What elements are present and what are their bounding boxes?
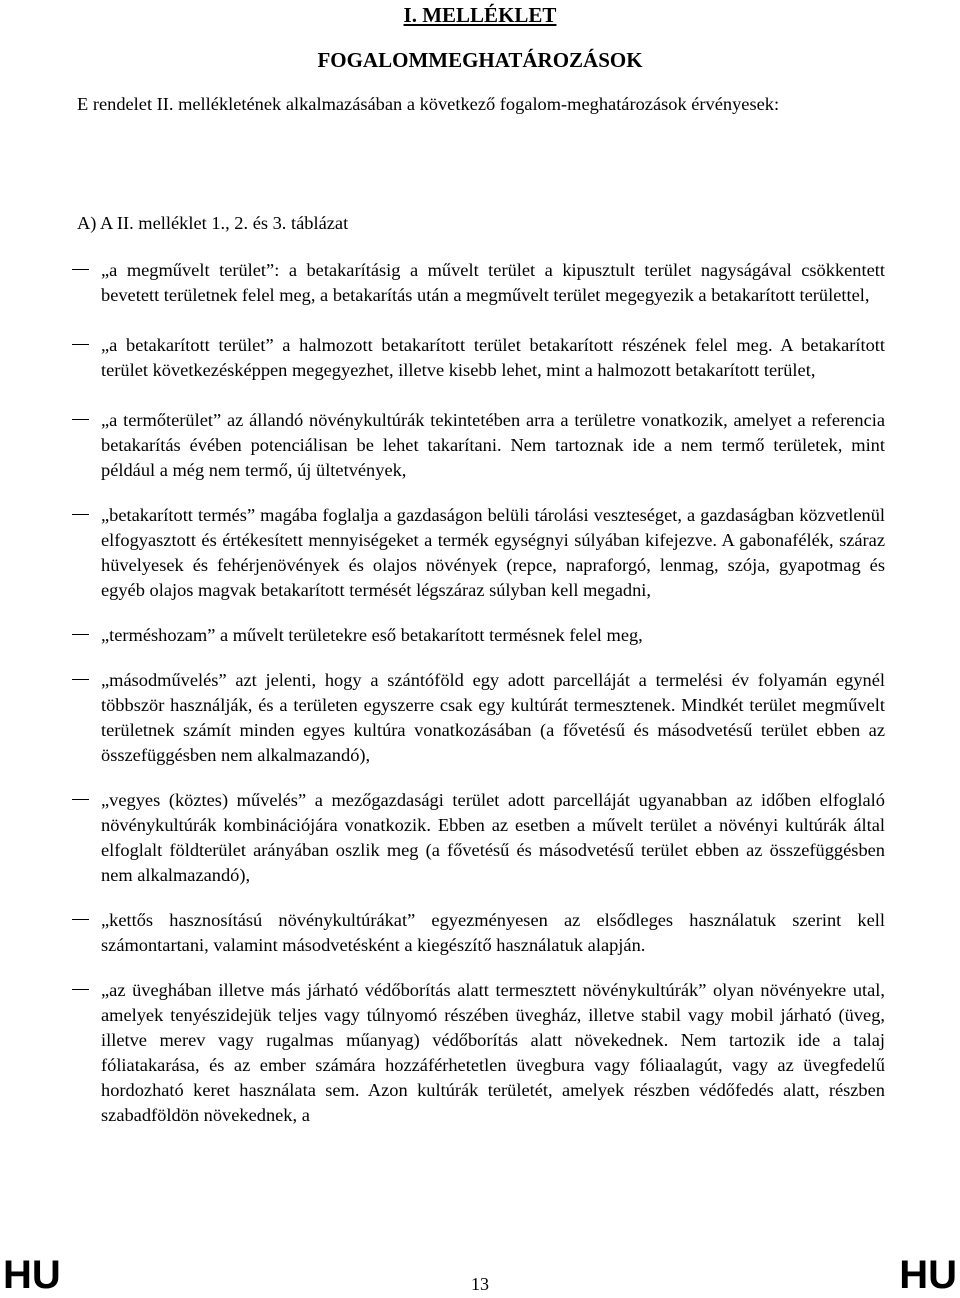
- section-heading: A) A II. melléklet 1., 2. és 3. táblázat: [77, 213, 349, 233]
- dash-bullet-icon: [72, 333, 90, 358]
- definition-item: [72, 258, 885, 308]
- definition-item: [72, 788, 885, 888]
- definition-item: [72, 908, 885, 958]
- definition-text: „az üveghában illetve más járható védőborítás alatt termesztett növénykultúrák” olyan növényekre utal, amelyek tenyészidejük teljes vagy túlnyomó részében üvegház, illetve stabil vagy mobil járható (üveg, illetve merev vagy rugalmas műanyag) védőborítás alatt növekednek. Nem tartozik ide a talaj fóliatakarása, és az ember számára hozzáférhetetlen üvegbura vagy fóliaalagút, vagy az üvegfedelű hordozható keret használata sem. Azon kultúrák területét, amelyek részben védőfedés alatt, részben szabadföldön növekednek, a: [101, 980, 885, 1125]
- definition-text: „vegyes (köztes) művelés” a mezőgazdasági terület adott parcelláját ugyanabban az időben elfoglaló növénykultúrák kombinációjára vonatkozik. Ebben az esetben a művelt terület a növényi kultúrák által elfoglalt földterület arányában oszlik meg (a fővetésű és másodvetésű terület ebben az összefüggésben nem alkalmazandó),: [101, 790, 885, 885]
- page-number: 13: [471, 1274, 489, 1294]
- definition-item: [72, 333, 885, 383]
- dash-bullet-icon: [72, 408, 90, 433]
- definition-text: „kettős hasznosítású növénykultúrákat” egyezményesen az elsődleges használatuk szerint kell számontartani, valamint másodvetésként a kiegészítő használatuk alapján.: [101, 910, 885, 955]
- footer-country-code-right: HU: [899, 1253, 957, 1297]
- dash-bullet-icon: [72, 668, 90, 693]
- dash-bullet-icon: [72, 258, 90, 283]
- dash-bullet-icon: [72, 978, 90, 1003]
- definition-text: „betakarított termés” magába foglalja a gazdaságon belüli tárolási veszteséget, a gazdaságban közvetlenül elfogyasztott és értékesített mennyiségeket a termék egységnyi súlyában kifejezve. A gabonafélék, száraz hüvelyesek és fehérjenövények és olajos növények (repce, napraforgó, lenmag, szója, gyapotmag és egyéb olajos magvak betakarított termését légszáraz súlyban kell megadni,: [101, 505, 885, 600]
- definition-item: [72, 408, 885, 483]
- definition-text: „a betakarított terület” a halmozott betakarított terület betakarított részének felel meg. A betakarított terület következésképpen megegyezhet, illetve kisebb lehet, mint a halmozott betakarított terület,: [101, 335, 885, 380]
- definition-item: [72, 503, 885, 603]
- definition-item: [72, 623, 885, 648]
- section-title: FOGALOMMEGHATÁROZÁSOK: [317, 48, 643, 72]
- dash-bullet-icon: [72, 503, 90, 528]
- definition-text: „a termőterület” az állandó növénykultúrák tekintetében arra a területre vonatkozik, amelyet a referencia betakarítás évében potenciálisan be lehet takarítani. Nem tartoznak ide a nem termő területek, mint például a még nem termő, új ültetvények,: [101, 410, 885, 480]
- footer-country-code-left: HU: [3, 1253, 61, 1297]
- definition-text: „másodművelés” azt jelenti, hogy a szántóföld egy adott parcelláját a termelési év folyamán egynél többször használják, és a területen egyszerre csak egy kultúrát termesztenek. Mindkét terület megművelt területnek számít minden egyes kultúra vonatkozásában (a fővetésű és másodvetésű terület ebben az összefüggésben nem alkalmazandó),: [101, 670, 885, 765]
- definition-text: „terméshozam” a művelt területekre eső betakarított termésnek felel meg,: [101, 625, 643, 645]
- intro-paragraph: E rendelet II. mellékletének alkalmazásában a következő fogalom-meghatározások érvényesek:: [77, 94, 780, 114]
- definition-item: [72, 668, 885, 768]
- definition-list: [72, 258, 885, 1128]
- definition-text: „a megművelt terület”: a betakarításig a művelt terület a kipusztult terület nagyságával csökkentett bevetett területnek felel meg, a betakarítás után a megművelt terület megegyezik a betakarított területtel,: [101, 260, 885, 305]
- annex-title: I. MELLÉKLET: [403, 3, 557, 27]
- dash-bullet-icon: [72, 788, 90, 813]
- dash-bullet-icon: [72, 623, 90, 648]
- definition-item: [72, 978, 885, 1128]
- dash-bullet-icon: [72, 908, 90, 933]
